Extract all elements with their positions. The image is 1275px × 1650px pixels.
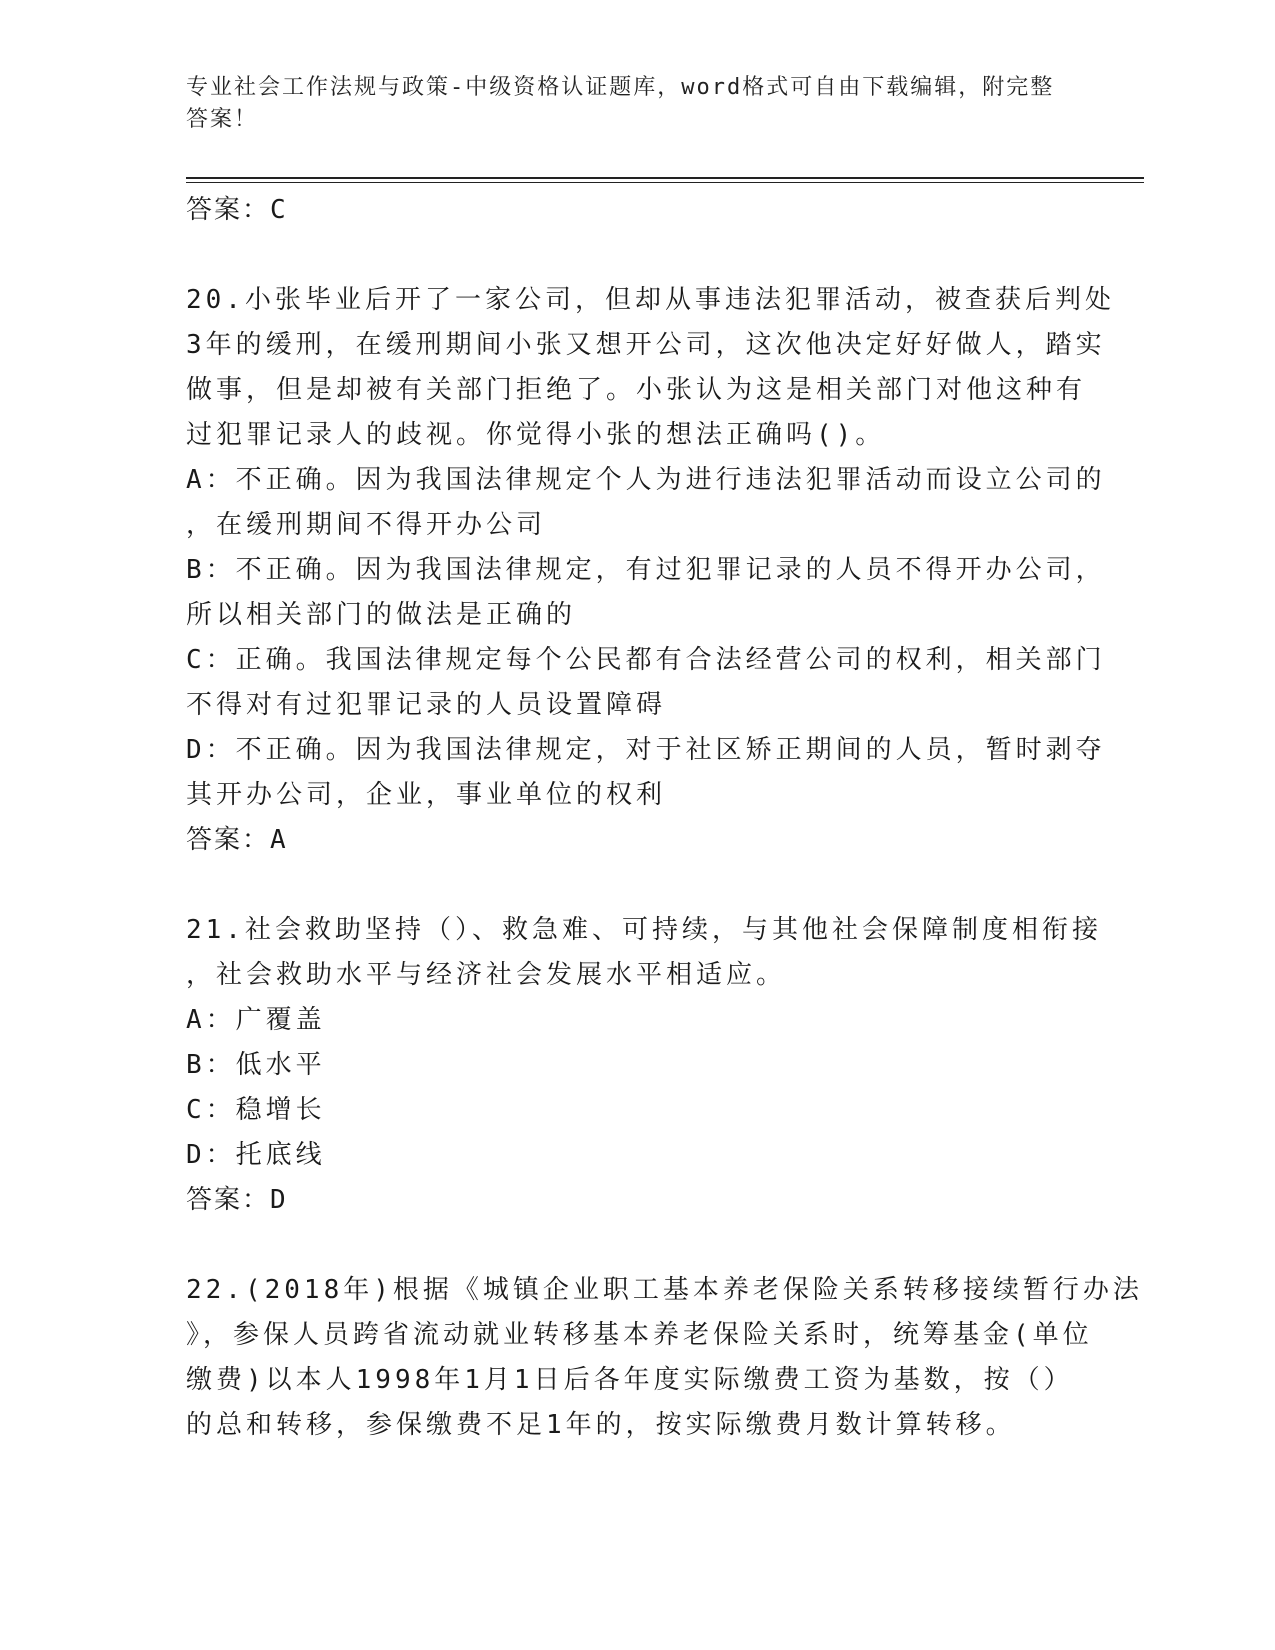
- option-c-line: C：正确。我国法律规定每个公民都有合法经营公司的权利，相关部门: [186, 645, 1106, 675]
- page-header: [186, 72, 1066, 136]
- question-text-line: ，社会救助水平与经济社会发展水平相适应。: [186, 960, 787, 990]
- spacer: [186, 1223, 1086, 1268]
- option-d-line: 其开办公司，企业，事业单位的权利: [186, 780, 667, 810]
- question-21: [186, 908, 1102, 1223]
- header-divider-thick: [186, 177, 1144, 179]
- option-d-line: D：不正确。因为我国法律规定，对于社区矫正期间的人员，暂时剥夺: [186, 735, 1106, 765]
- header-title-line-2: 答案！: [186, 107, 259, 132]
- option-b-line: 所以相关部门的做法是正确的: [186, 600, 577, 630]
- spacer: [186, 233, 1086, 278]
- header-divider-thin: [186, 182, 1144, 183]
- option-a-line: A：不正确。因为我国法律规定个人为进行违法犯罪活动而设立公司的: [186, 465, 1106, 495]
- question-20: [186, 278, 1115, 863]
- option-b-line: B：不正确。因为我国法律规定，有过犯罪记录的人员不得开办公司，: [186, 555, 1106, 585]
- question-content: [186, 188, 1143, 1448]
- option-c-line: 不得对有过犯罪记录的人员设置障碍: [186, 690, 667, 720]
- question-text-line: 》，参保人员跨省流动就业转移基本养老保险关系时，统筹基金(单位: [186, 1320, 1093, 1350]
- answer-21: 答案：D: [186, 1185, 288, 1215]
- option-d: D：托底线: [186, 1140, 326, 1170]
- question-text-line: 3年的缓刑，在缓刑期间小张又想开公司，这次他决定好好做人，踏实: [186, 330, 1106, 360]
- option-a-line: ，在缓刑期间不得开办公司: [186, 510, 547, 540]
- question-text-line: 的总和转移，参保缴费不足1年的，按实际缴费月数计算转移。: [186, 1410, 1016, 1440]
- question-text-line: 做事，但是却被有关部门拒绝了。小张认为这是相关部门对他这种有: [186, 375, 1087, 405]
- question-22: [186, 1268, 1143, 1448]
- header-title-line-1: 专业社会工作法规与政策-中级资格认证题库，word格式可自由下载编辑，附完整: [186, 75, 1055, 100]
- question-text-line: 22.(2018年)根据《城镇企业职工基本养老保险关系转移接续暂行办法: [186, 1275, 1143, 1305]
- question-text-line: 过犯罪记录人的歧视。你觉得小张的想法正确吗()。: [186, 420, 886, 450]
- question-text-line: 缴费)以本人1998年1月1日后各年度实际缴费工资为基数，按（）: [186, 1365, 1074, 1395]
- previous-answer: 答案：C: [186, 195, 288, 225]
- option-b: B：低水平: [186, 1050, 326, 1080]
- option-c: C：稳增长: [186, 1095, 326, 1125]
- answer-20: 答案：A: [186, 825, 288, 855]
- spacer: [186, 863, 1086, 908]
- question-text-line: 20.小张毕业后开了一家公司，但却从事违法犯罪活动，被查获后判处: [186, 285, 1115, 315]
- question-text-line: 21.社会救助坚持（）、救急难、可持续，与其他社会保障制度相衔接: [186, 915, 1102, 945]
- option-a: A：广覆盖: [186, 1005, 326, 1035]
